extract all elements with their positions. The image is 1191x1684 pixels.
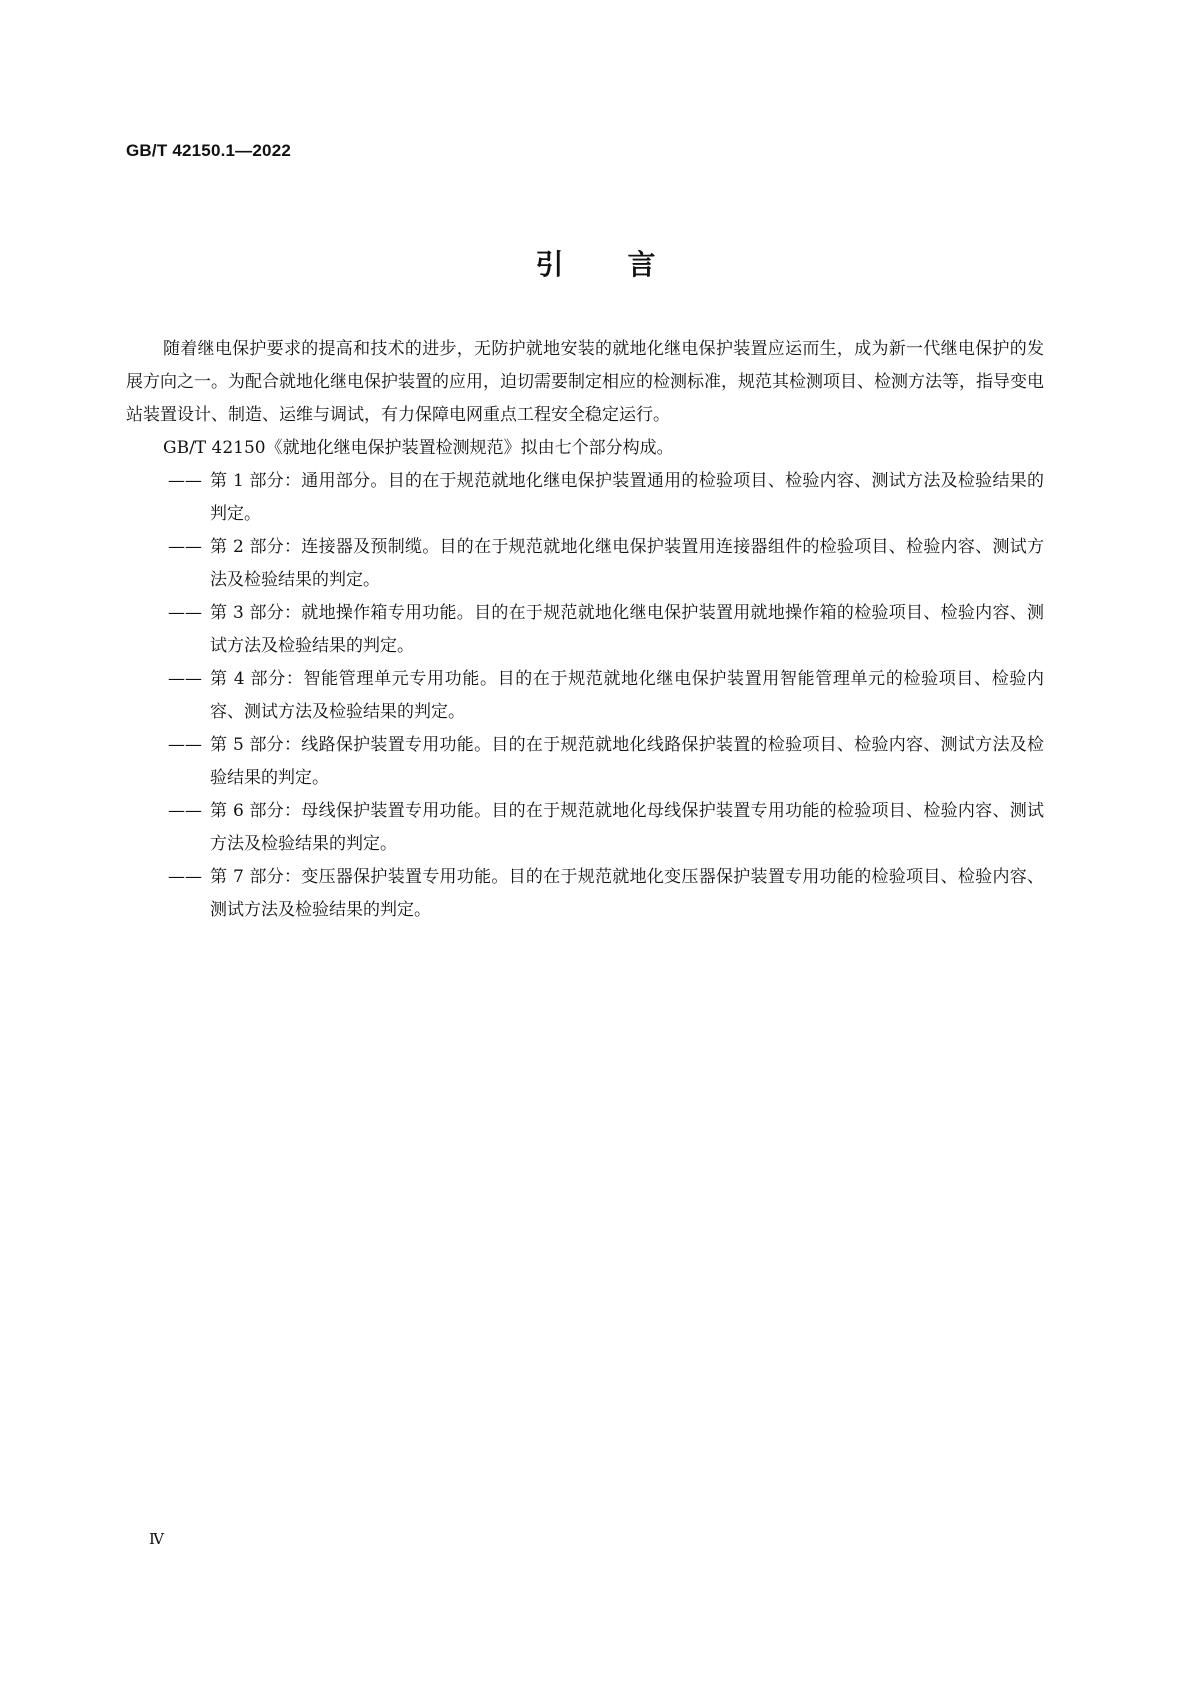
- list-dash: ——: [168, 735, 202, 755]
- parts-list: [126, 465, 1044, 927]
- list-item-text: 第 4 部分：智能管理单元专用功能。目的在于规范就地化继电保护装置用智能管理单元的检验项目、检验内容、测试方法及检验结果的判定。: [210, 669, 1044, 722]
- list-dash: ——: [168, 603, 202, 623]
- list-dash: ——: [168, 537, 202, 557]
- page-number: Ⅳ: [149, 1530, 164, 1548]
- list-item-text: 第 5 部分：线路保护装置专用功能。目的在于规范就地化线路保护装置的检验项目、检验内容、测试方法及检验结果的判定。: [210, 735, 1044, 788]
- list-item-text: 第 2 部分：连接器及预制缆。目的在于规范就地化继电保护装置用连接器组件的检验项目、检验内容、测试方法及检验结果的判定。: [210, 537, 1044, 590]
- list-item-part-3: [126, 597, 1044, 663]
- list-item-text: 第 7 部分：变压器保护装置专用功能。目的在于规范就地化变压器保护装置专用功能的检验项目、检验内容、测试方法及检验结果的判定。: [210, 867, 1044, 920]
- list-item-part-4: [126, 663, 1044, 729]
- standard-number: GB/T 42150.1—2022: [126, 141, 291, 160]
- list-dash: ——: [168, 801, 202, 821]
- intro-paragraph: 随着继电保护要求的提高和技术的进步，无防护就地安装的就地化继电保护装置应运而生，成为新一代继电保护的发展方向之一。为配合就地化继电保护装置的应用，迫切需要制定相应的检测标准，规范其检测项目、检测方法等，指导变电站装置设计、制造、运维与调试，有力保障电网重点工程安全稳定运行。: [126, 339, 1044, 425]
- list-dash: ——: [168, 669, 202, 689]
- list-item-part-7: [126, 861, 1044, 927]
- list-item-text: 第 6 部分：母线保护装置专用功能。目的在于规范就地化母线保护装置专用功能的检验项目、检验内容、测试方法及检验结果的判定。: [210, 801, 1044, 854]
- page-title: 引言: [535, 248, 720, 281]
- list-item-part-1: [126, 465, 1044, 531]
- list-dash: ——: [168, 471, 202, 491]
- structure-paragraph: GB/T 42150《就地化继电保护装置检测规范》拟由七个部分构成。: [163, 438, 674, 458]
- list-item-text: 第 3 部分：就地操作箱专用功能。目的在于规范就地化继电保护装置用就地操作箱的检验项目、检验内容、测试方法及检验结果的判定。: [210, 603, 1044, 656]
- list-item-text: 第 1 部分：通用部分。目的在于规范就地化继电保护装置通用的检验项目、检验内容、测试方法及检验结果的判定。: [210, 471, 1044, 524]
- list-dash: ——: [168, 867, 202, 887]
- list-item-part-6: [126, 795, 1044, 861]
- list-item-part-5: [126, 729, 1044, 795]
- document-body: [126, 333, 1044, 927]
- list-item-part-2: [126, 531, 1044, 597]
